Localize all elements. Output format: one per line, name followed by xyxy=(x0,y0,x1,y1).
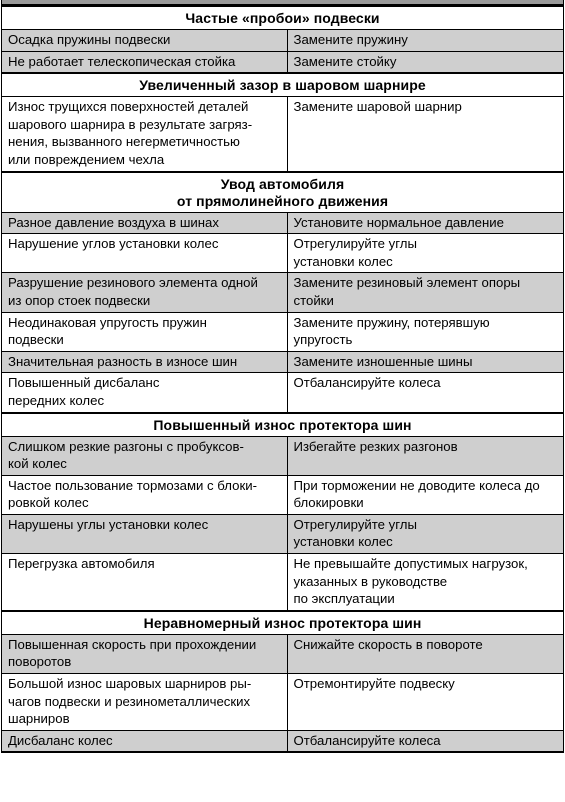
remedy-cell: Избегайте резких разгонов xyxy=(287,436,563,475)
cause-cell: Дисбаланс колес xyxy=(2,730,287,751)
table-row xyxy=(2,634,563,673)
remedy-cell: Отремонтируйте подвеску xyxy=(287,674,563,731)
table-row xyxy=(2,312,563,351)
table-row xyxy=(2,514,563,553)
cause-cell: Не работает телескопическая стойка xyxy=(2,51,287,73)
remedy-cell: Отбалансируйте колеса xyxy=(287,730,563,751)
troubleshooting-table xyxy=(2,5,563,751)
remedy-cell: Замените стойку xyxy=(287,51,563,73)
remedy-cell: Замените шаровой шарнир xyxy=(287,97,563,172)
cause-cell: Частое пользование тормозами с блоки- ровкой колес xyxy=(2,475,287,514)
section-header-row xyxy=(2,611,563,635)
remedy-cell: При торможении не доводите колеса до блокировки xyxy=(287,475,563,514)
remedy-cell: Замените пружину xyxy=(287,30,563,52)
troubleshooting-table-page xyxy=(1,0,564,753)
cause-cell: Износ трущихся поверхностей деталей шарового шарнира в результате загряз- нения, вызванного негерметичностью или повреждением чехла xyxy=(2,97,287,172)
table-row xyxy=(2,51,563,73)
cause-cell: Нарушены углы установки колес xyxy=(2,514,287,553)
table-row xyxy=(2,554,563,611)
cause-cell: Перегрузка автомобиля xyxy=(2,554,287,611)
table-body xyxy=(2,6,563,751)
bottom-rule xyxy=(2,751,563,753)
section-title: Повышенный износ протектора шин xyxy=(2,413,563,437)
remedy-cell: Отрегулируйте углы установки колес xyxy=(287,234,563,273)
table-row xyxy=(2,475,563,514)
cause-cell: Повышенная скорость при прохождении поворотов xyxy=(2,634,287,673)
cause-cell: Большой износ шаровых шарниров ры- чагов подвески и резинометаллических шарниров xyxy=(2,674,287,731)
cause-cell: Значительная разность в износе шин xyxy=(2,351,287,373)
table-row xyxy=(2,234,563,273)
section-title: Частые «пробои» подвески xyxy=(2,6,563,30)
table-row xyxy=(2,373,563,413)
cause-cell: Разрушение резинового элемента одной из опор стоек подвески xyxy=(2,273,287,312)
section-header-row xyxy=(2,413,563,437)
table-row xyxy=(2,30,563,52)
remedy-cell: Замените резиновый элемент опоры стойки xyxy=(287,273,563,312)
remedy-cell: Не превышайте допустимых нагрузок, указанных в руководстве по эксплуатации xyxy=(287,554,563,611)
remedy-cell: Замените изношенные шины xyxy=(287,351,563,373)
cause-cell: Повышенный дисбаланс передних колес xyxy=(2,373,287,413)
cause-cell: Неодинаковая упругость пружин подвески xyxy=(2,312,287,351)
table-row xyxy=(2,97,563,172)
section-title: Увеличенный зазор в шаровом шарнире xyxy=(2,73,563,97)
remedy-cell: Замените пружину, потерявшую упругость xyxy=(287,312,563,351)
section-title: Неравномерный износ протектора шин xyxy=(2,611,563,635)
remedy-cell: Отбалансируйте колеса xyxy=(287,373,563,413)
cause-cell: Слишком резкие разгоны с пробуксов- кой колес xyxy=(2,436,287,475)
remedy-cell: Отрегулируйте углы установки колес xyxy=(287,514,563,553)
section-title: Увод автомобиля от прямолинейного движения xyxy=(2,172,563,213)
section-header-row xyxy=(2,73,563,97)
cause-cell: Осадка пружины подвески xyxy=(2,30,287,52)
table-row xyxy=(2,212,563,234)
cause-cell: Разное давление воздуха в шинах xyxy=(2,212,287,234)
table-row xyxy=(2,436,563,475)
remedy-cell: Установите нормальное давление xyxy=(287,212,563,234)
section-header-row xyxy=(2,6,563,30)
cause-cell: Нарушение углов установки колес xyxy=(2,234,287,273)
table-row xyxy=(2,730,563,751)
remedy-cell: Снижайте скорость в повороте xyxy=(287,634,563,673)
section-header-row xyxy=(2,172,563,213)
table-row xyxy=(2,351,563,373)
table-row xyxy=(2,674,563,731)
table-row xyxy=(2,273,563,312)
